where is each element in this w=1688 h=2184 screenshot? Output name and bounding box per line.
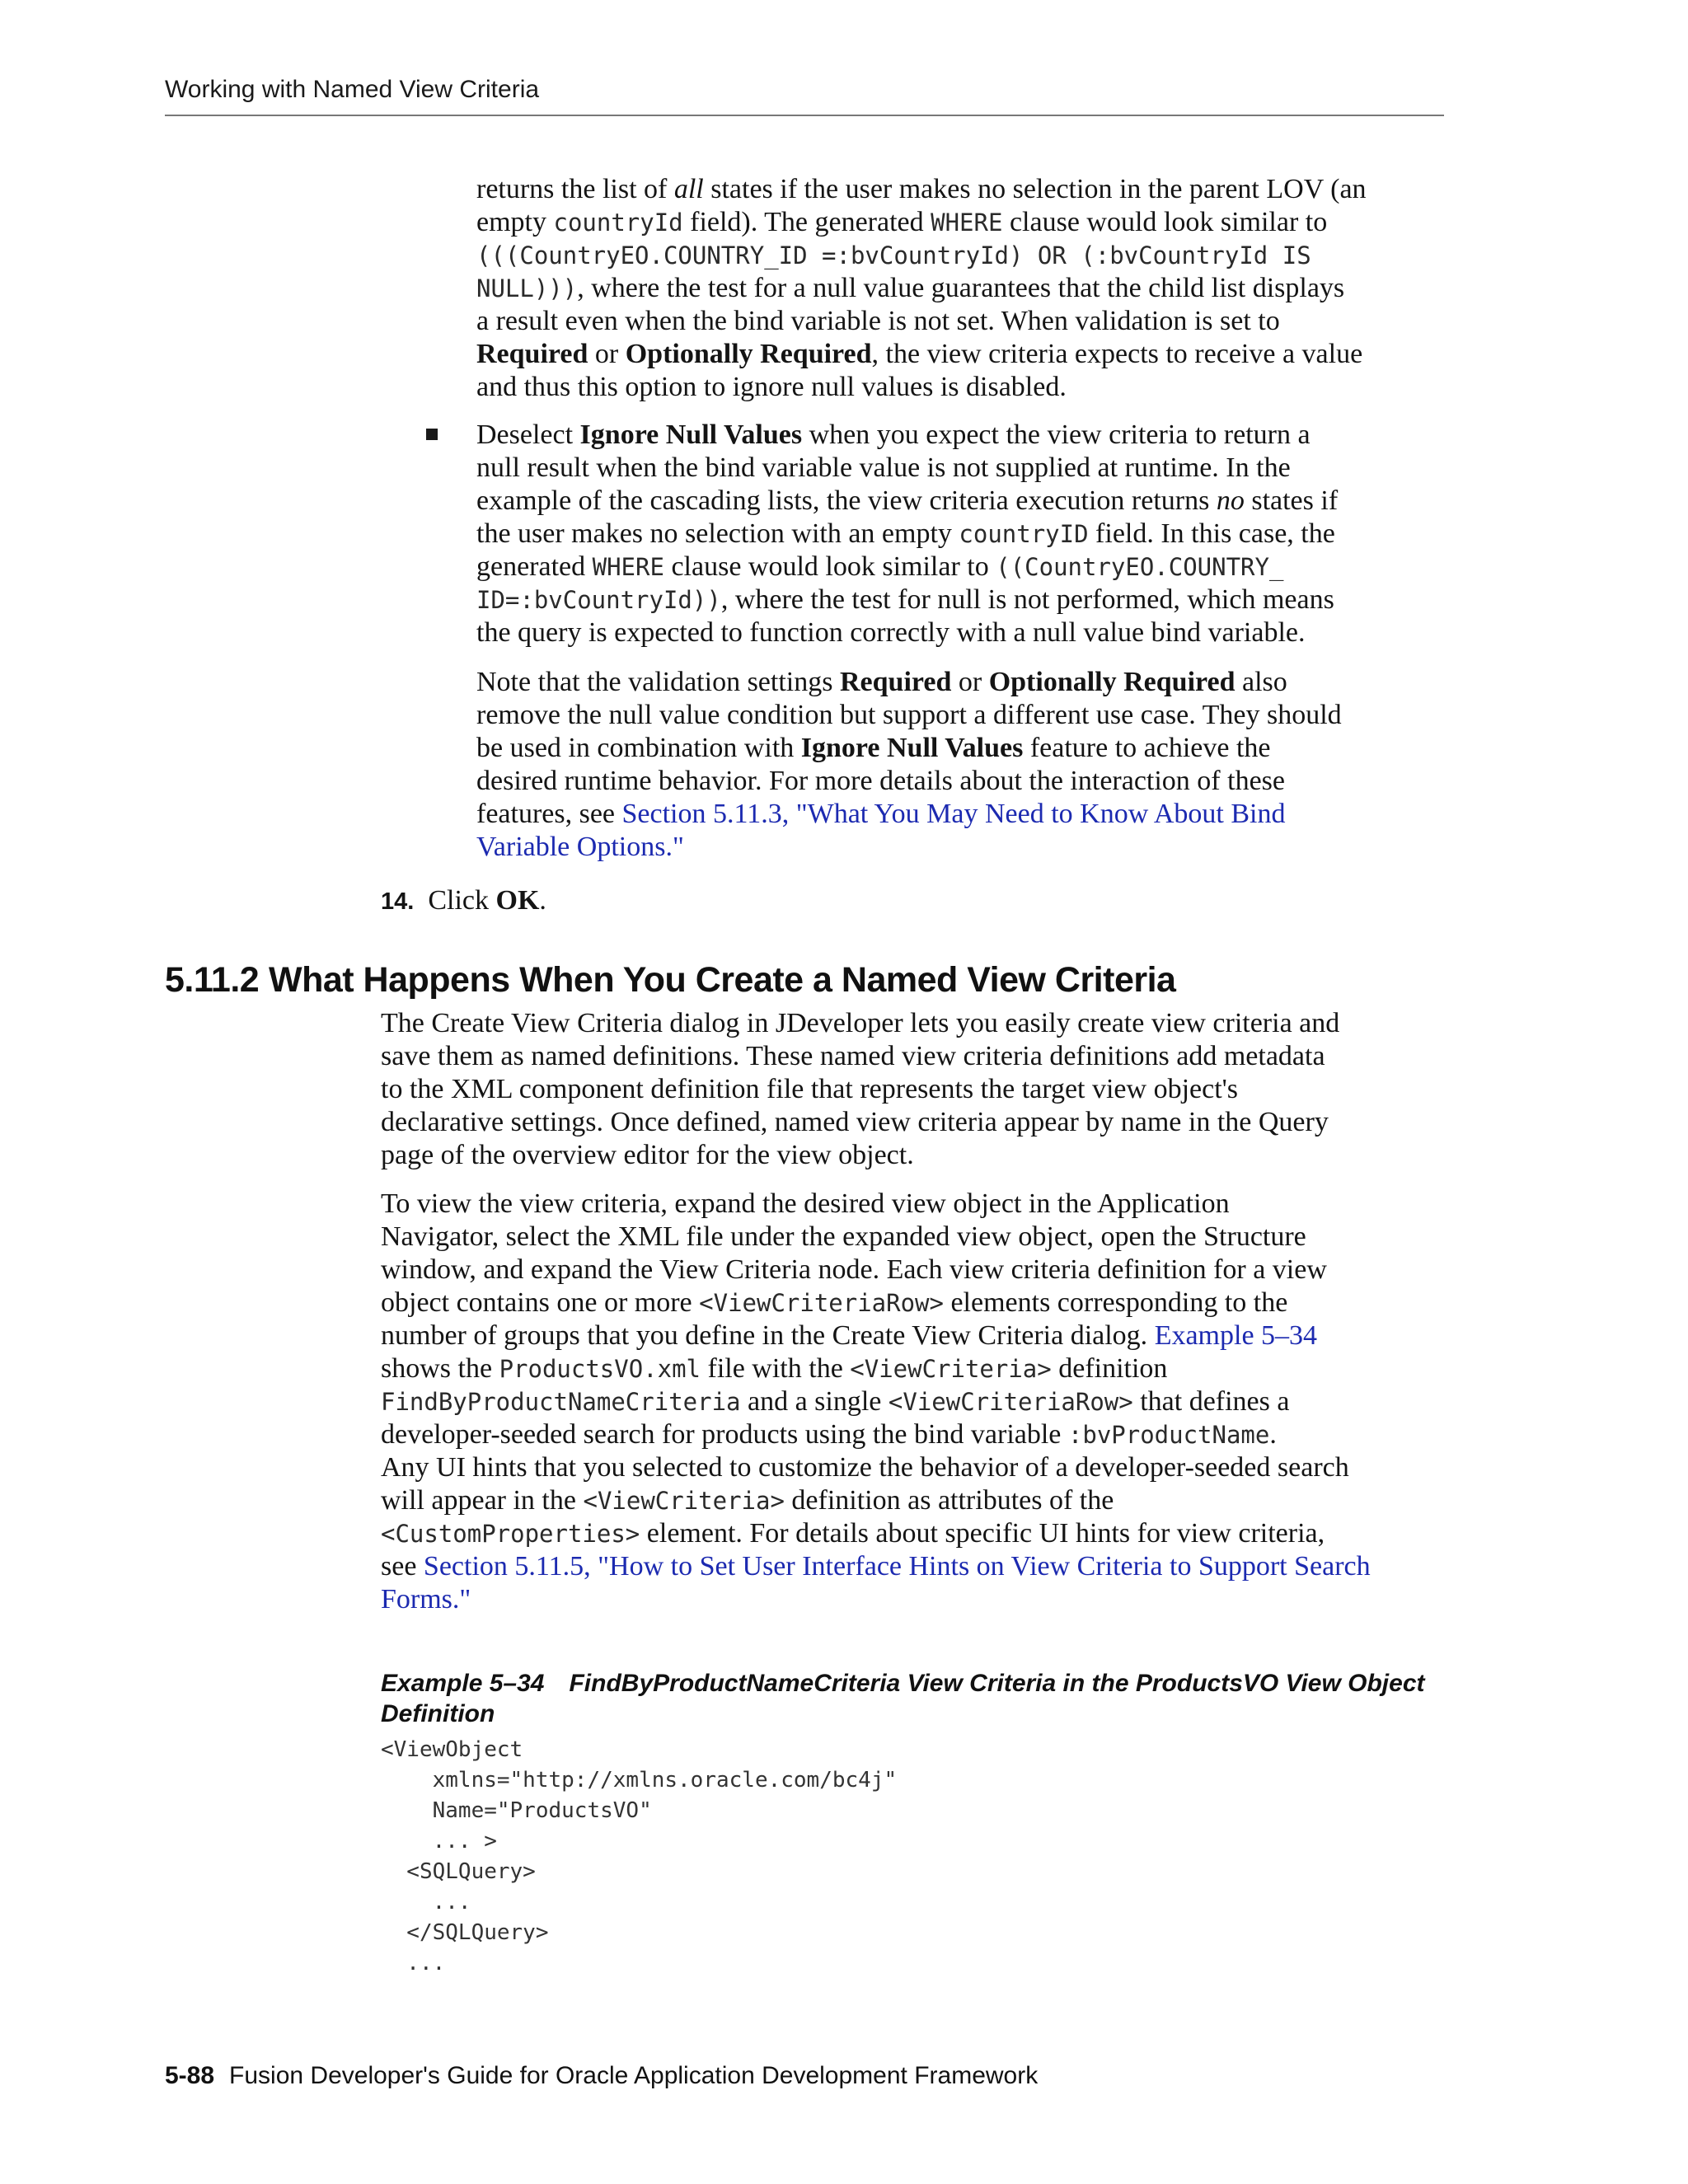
example-title-cont: Definition [381,1700,495,1727]
example-5-34-link[interactable]: Example 5–34 [1154,1320,1318,1351]
details-paragraph: To view the view criteria, expand the desired view object in the Application Navigator, select the XML file under the expanded view object, open the Structure window, and expand the View Criteria node. Each view criteria definition for a view object contains one or more <ViewCriteriaRow> elements corresponding to the number of groups that you define in the Create View Criteria dialog. Example 5–34 shows the ProductsVO.xml file with the <ViewCriteria> definition FindByProductNameCriteria and a single <ViewCriteriaRow> that defines a developer-seeded search for products using the bind variable :bvProductName. Any UI hints that you selected to customize the behavior of a developer-seeded search will appear in the <ViewCriteria> definition as attributes of the <CustomProperties> element. For details about specific UI hints for view criteria, see Section 5.11.5, "How to Set User Interface Hints on View Criteria to Support Search Forms." [381,1188,1371,1615]
example-label: Example 5–34 [381,1670,545,1697]
bullet-square-icon [426,429,438,440]
page-number: 5-88 [165,2062,215,2089]
section-heading [165,960,1175,1001]
section-5-11-3-link[interactable]: Section 5.11.3, "What You May Need to Know About Bind [621,799,1286,829]
example-title: FindByProductNameCriteria View Criteria in the ProductsVO View Object [569,1670,1425,1697]
book-title: Fusion Developer's Guide for Oracle Application Development Framework [229,2062,1039,2089]
running-header: Working with Named View Criteria [165,76,540,103]
section-number: 5.11.2 [165,960,260,1000]
section-5-11-5-link[interactable]: Section 5.11.5, "How to Set User Interface Hints on View Criteria to Support Search [423,1551,1371,1582]
bullet-item: Deselect Ignore Null Values when you expect the view criteria to return a null result when the bind variable value is not supplied at runtime. In the example of the cascading lists, the view criteria execution returns no states if the user makes no selection with an empty countryID field. In this case, the generated WHERE clause would look similar to ((CountryEO.COUNTRY_ ID=:bvCountryId)), where the test for null is not performed, which means the query is expected to function correctly with a null value bind variable. [476,419,1339,648]
step-14: 14. Click OK. [381,885,546,916]
example-caption [381,1668,1425,1729]
section-5-11-3-link-cont[interactable]: Variable Options." [476,832,684,862]
note-paragraph: Note that the validation settings Required or Optionally Required also remove the null value condition but support a different use case. They should be used in combination with Ignore Null Values feature to achieve the desired runtime behavior. For more details about the interaction of these features, see Section 5.11.3, "What You May Need to Know About Bind Variable Options." [476,667,1342,862]
code-example: <ViewObject xmlns="http://xmlns.oracle.com/bc4j" Name="ProductsVO" ... > <SQLQuery> ... </SQLQuery> ... [381,1737,898,1975]
section-5-11-5-link-cont[interactable]: Forms." [381,1584,471,1615]
intro-paragraph: The Create View Criteria dialog in JDeveloper lets you easily create view criteria and save them as named definitions. These named view criteria definitions add metadata to the XML component definition file that represents the target view object's declarative settings. Once defined, named view criteria appear by name in the Query page of the overview editor for the view object. [381,1008,1340,1170]
section-title: What Happens When You Create a Named View Criteria [269,960,1176,1000]
continuation-paragraph: returns the list of all states if the user makes no selection in the parent LOV (an empty countryId field). The generated WHERE clause would look similar to (((CountryEO.COUNTRY_ID =:bvCountryId) OR (:bvCountryId IS NULL))), where the test for a null value guarantees that the child list displays a result even when the bind variable is not set. When validation is set to Required or Optionally Required, the view criteria expects to receive a value and thus this option to ignore null values is disabled. [476,174,1367,402]
page-footer [165,2062,1038,2090]
header-rule [165,115,1444,116]
